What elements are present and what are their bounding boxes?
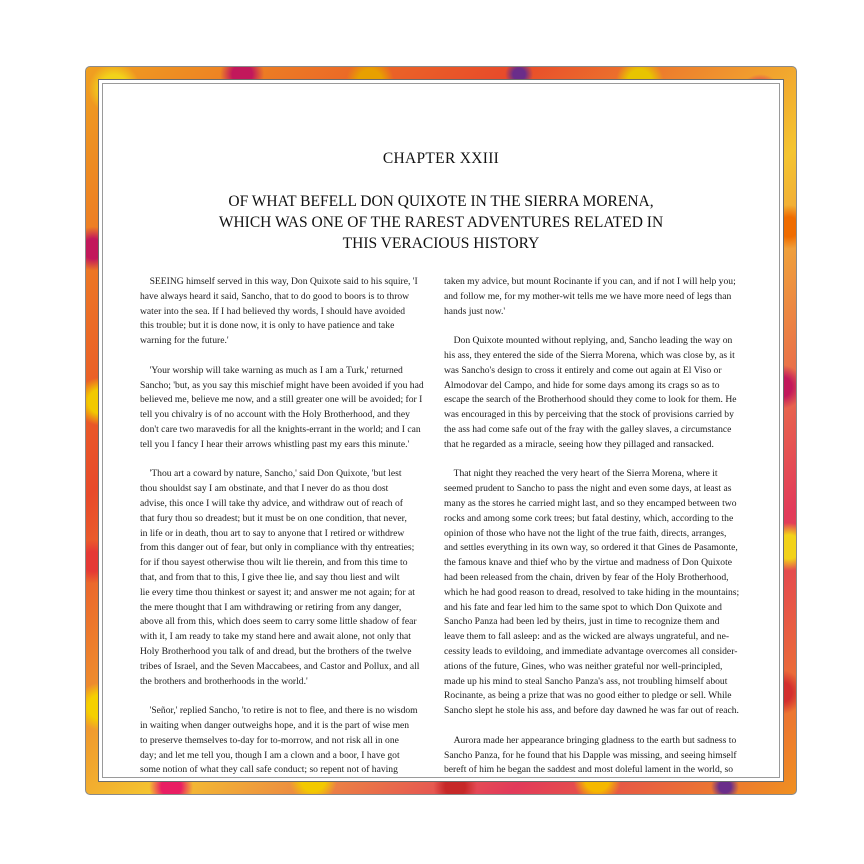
text-line: and follow me, for my mother-wit tells me we have more need of legs than xyxy=(444,290,732,302)
text-line: don't care two maravedis for all the knights-errant in the world; and I can xyxy=(140,423,421,435)
text-line: which he had good reason to dread, resolved to take hiding in the mountains; xyxy=(444,586,740,598)
text-line: believed me, believe me now, and a still greater one will be avoided; for I xyxy=(140,394,423,406)
paragraph xyxy=(140,704,416,778)
text-line: bereft of him he began the saddest and most doleful lament in the world, so xyxy=(444,764,734,776)
text-line: cessity leads to evildoing, and immediate advantage overcomes all consider- xyxy=(444,645,738,657)
text-line: Don Quixote mounted without replying, and, Sancho leading the way on xyxy=(444,335,733,347)
chapter-title xyxy=(99,191,783,254)
text-line: some notion of what they call safe conduct; so repent not of having xyxy=(140,764,398,776)
text-line: hands just now.' xyxy=(444,305,506,317)
text-line: That night they reached the very heart of the Sierra Morena, where it xyxy=(444,468,718,480)
text-line: to preserve themselves to-day for to-morrow, and not risk all in one xyxy=(140,734,399,746)
text-line: for if thou sayest otherwise thou wilt lie therein, and from this time to xyxy=(140,557,408,569)
text-line: and his fate and fear led him to the same spot to which Don Quixote and xyxy=(444,601,722,613)
paragraph xyxy=(444,734,737,778)
text-line: the ass had come safe out of the fray with the galley slaves, a circumstance xyxy=(444,423,732,435)
paragraph xyxy=(444,275,736,319)
text-line: was encouraged in this by perceiving that the stock of provisions carried by xyxy=(444,409,734,421)
text-line: above all from this, which does seem to carry some little shadow of fear xyxy=(140,616,417,628)
decorative-page-border xyxy=(85,66,797,795)
text-line: Aurora made her appearance bringing gladness to the earth but sadness to xyxy=(444,734,737,746)
text-line: Sancho Panza, for he found that his Dapple was missing, and seeing himself xyxy=(444,749,737,761)
text-line: his ass, they entered the side of the Sierra Morena, which was close by, as it xyxy=(444,349,735,361)
text-line: escape the search of the Brotherhood should they come to look for them. He xyxy=(444,394,737,406)
text-line: made up his mind to steal Sancho Panza's ass, not troubling himself about xyxy=(444,675,728,687)
text-line: Sancho slept he stole his ass, and before day dawned he was far out of reach. xyxy=(444,705,739,717)
text-line: tribes of Israel, and the Seven Maccabees, and Castor and Pollux, and all xyxy=(140,660,420,672)
text-line: and settles everything in its own way, so ordered it that Gines de Pasamonte, xyxy=(444,542,738,554)
text-line: water into the sea. If I had believed thy words, I should have avoided xyxy=(140,305,406,317)
text-line: have always heard it said, Sancho, that to do good to boors is to throw xyxy=(140,290,410,302)
text-line: thou shouldst say I am obstinate, and that I never do as thou dost xyxy=(140,483,389,495)
text-line: with it, I am ready to take my stand here and await alone, not only that xyxy=(140,631,411,643)
text-line: day; and let me tell you, though I am a clown and a boor, I have got xyxy=(140,749,400,761)
paragraph xyxy=(140,467,420,689)
paragraph-gap xyxy=(140,349,416,364)
text-line: the brothers and brotherhoods in the world.' xyxy=(140,675,308,687)
paragraph xyxy=(140,364,424,453)
text-line: 'Señor,' replied Sancho, 'to retire is not to flee, and there is no wisdom xyxy=(140,705,418,717)
text-line: SEEING himself served in this way, Don Quixote said to his squire, 'I xyxy=(140,276,418,287)
text-line: the famous knave and thief who by the virtue and madness of Don Quixote xyxy=(444,557,733,569)
text-line: many as the stores he carried might last, and so they encamped between two xyxy=(444,497,737,509)
text-line: that he regarded as a miracle, seeing how they pillaged and ransacked. xyxy=(444,438,714,450)
text-line: Rocinante, as being a prize that was no good either to pledge or sell. While xyxy=(444,690,732,702)
text-line: in waiting when danger outweighs hope, and it is the part of wise men xyxy=(140,719,410,731)
text-line: ations of the future, Gines, who was neither grateful nor well-principled, xyxy=(444,660,723,672)
text-line: rocks and among some cork trees; but fatal destiny, which, according to the xyxy=(444,512,734,524)
text-line: advise, this once I will take thy advice, and withdraw out of reach of xyxy=(140,497,403,509)
text-line: was Sancho's design to cross it entirely and come out again at El Viso or xyxy=(444,364,722,376)
text-line: tell you chivalry is of no account with the Holy Brotherhood, and they xyxy=(140,409,410,421)
text-line: from this danger out of fear, but only in compliance with thy entreaties; xyxy=(140,542,415,554)
text-line: warning for the future.' xyxy=(140,335,229,347)
page-content xyxy=(98,79,784,782)
text-line: 'Your worship will take warning as much as I am a Turk,' returned xyxy=(140,364,403,376)
paragraph-gap xyxy=(444,319,720,334)
chapter-number: CHAPTER XXIII xyxy=(382,150,500,167)
text-line: Almodovar del Campo, and hide for some days among its crags so as to xyxy=(444,379,720,391)
text-line: seemed prudent to Sancho to pass the night and even some days, at least as xyxy=(444,483,732,495)
paragraph-gap xyxy=(140,453,416,468)
text-column-right xyxy=(444,275,740,778)
text-line: that, and from that to this, I give thee lie, and say thou liest and wilt xyxy=(140,571,400,583)
text-line: leave them to fall asleep: and as the wicked are always ungrateful, and ne- xyxy=(444,631,730,643)
chapter-title-line: WHICH WAS ONE OF THE RAREST ADVENTURES RELATED IN xyxy=(218,214,664,231)
text-line: tell you I fancy I hear their arrows whistling past my ears this minute.' xyxy=(140,438,410,450)
text-line: Sancho; 'but, as you say this mischief might have been avoided if you had xyxy=(140,379,424,391)
text-line: opinion of those who have not the light of the true faith, directs, arranges, xyxy=(444,527,727,539)
paragraph-gap xyxy=(444,719,720,734)
text-line: that fury thou so dreadest; but it must be on one condition, that never, xyxy=(140,512,407,524)
chapter-title-line: THIS VERACIOUS HISTORY xyxy=(342,235,540,252)
paragraph xyxy=(444,334,737,452)
text-line: the mere thought that I am withdrawing or retiring from any danger, xyxy=(140,601,402,613)
text-line: in life or in death, thou art to say to anyone that I retired or withdrew xyxy=(140,527,405,539)
text-line: Sancho Panza had been led by theirs, just in time to recognize them and xyxy=(444,616,720,628)
paragraph xyxy=(444,467,740,719)
text-line: this trouble; but it is done now, it is only to have patience and take xyxy=(140,320,395,332)
text-line: Holy Brotherhood you talk of and dread, but the brothers of the twelve xyxy=(140,645,412,657)
text-column-left xyxy=(140,275,424,778)
text-line: taken my advice, but mount Rocinante if you can, and if not I will help you; xyxy=(444,276,736,287)
text-line: lie every time thou thinkest or sayest it; and answer me not again; for at xyxy=(140,586,415,598)
text-line: had been released from the chain, driven by fear of the Holy Brotherhood, xyxy=(444,571,729,583)
text-line: 'Thou art a coward by nature, Sancho,' said Don Quixote, 'but lest xyxy=(140,468,402,480)
paragraph xyxy=(140,275,416,349)
chapter-title-line: OF WHAT BEFELL DON QUIXOTE IN THE SIERRA MORENA, xyxy=(228,193,654,210)
paragraph-gap xyxy=(140,689,416,704)
paragraph-gap xyxy=(444,453,720,468)
